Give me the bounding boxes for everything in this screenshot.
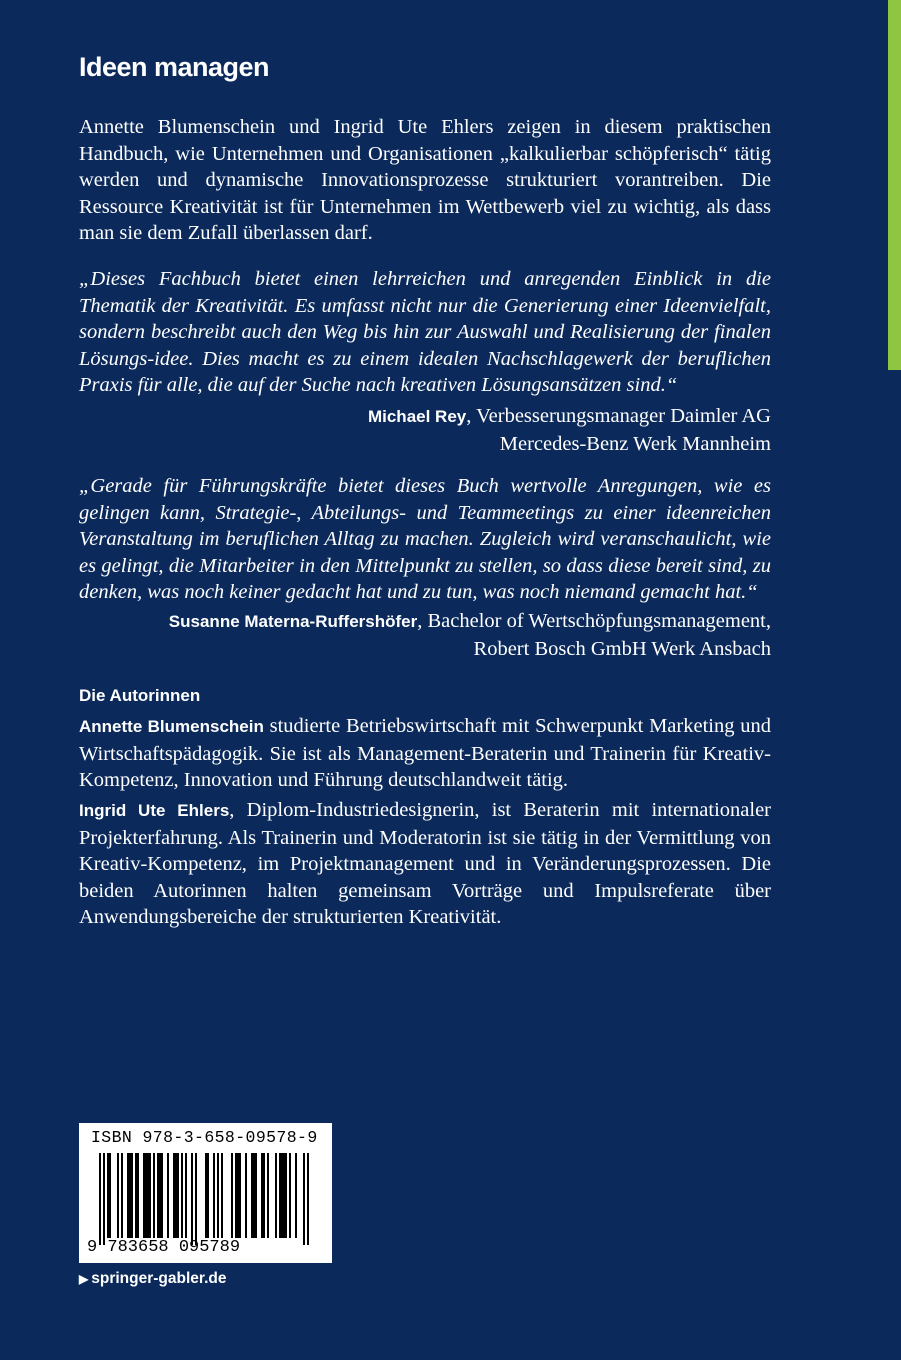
accent-stripe — [888, 0, 901, 370]
barcode-bar — [213, 1153, 215, 1238]
barcode-bar — [285, 1153, 287, 1238]
barcode-bar — [129, 1153, 131, 1238]
barcode-bar — [267, 1153, 269, 1238]
barcode-bar — [295, 1153, 297, 1238]
isbn-barcode — [79, 1123, 332, 1263]
barcode-bar — [263, 1153, 265, 1238]
barcode-bar — [173, 1153, 175, 1238]
barcode-bar — [161, 1153, 163, 1238]
barcode-bar — [221, 1153, 223, 1238]
barcode-bar — [167, 1153, 169, 1238]
barcode-bar — [181, 1153, 183, 1238]
barcode-bar — [307, 1153, 309, 1245]
testimonial-attribution-2 — [79, 608, 771, 662]
barcode-bar — [99, 1153, 101, 1245]
barcode-bar — [109, 1153, 111, 1238]
barcode-digits: 9 783658 095789 — [87, 1238, 241, 1257]
barcode-bar — [281, 1153, 283, 1238]
barcode-bar — [159, 1153, 161, 1238]
quote-author-affiliation: Mercedes-Benz Werk Mannheim — [499, 432, 771, 455]
publisher-link[interactable] — [79, 1270, 226, 1288]
barcode-bar — [283, 1153, 285, 1238]
authors-heading: Die Autorinnen — [79, 686, 201, 705]
barcode-bar — [149, 1153, 151, 1238]
barcode-bar — [135, 1153, 137, 1238]
barcode-bar — [275, 1153, 277, 1238]
barcode-bar — [157, 1153, 159, 1238]
barcode-bar — [239, 1153, 241, 1238]
barcode-bar — [195, 1153, 197, 1245]
barcode-bar — [251, 1153, 253, 1238]
barcode-bar — [127, 1153, 129, 1238]
barcode-bar — [147, 1153, 149, 1238]
book-title: Ideen managen — [79, 52, 270, 82]
author-bio-1 — [79, 713, 771, 794]
barcode-bar — [175, 1153, 177, 1238]
author-bio-text: , Diplom-Industriedesignerin, ist Beraterin mit internationaler Projekterfahrung. Als Trainerin und Moderatorin ist sie tätig in der Vermittlung von Kreativ-Kompetenz, im Projektmanagement und in Veränderungsprozessen. Die beiden Autorinnen halten gemeinsam Vorträge und Impulsreferate über Anwendungsbereiche der strukturierten Kreativität. — [79, 799, 771, 928]
testimonial-quote-2: „Gerade für Führungskräfte bietet dieses Buch wertvolle Anregungen, wie es gelingen kann, Strategie-, Abteilungs- und Teammeetings zu einer ideenreichen Veranstaltung im beruflichen Alltag zu machen. Zugleich wird veranschaulicht, wie es gelingt, die Mitarbeiter in den Mittelpunkt zu stellen, so dass diese bereit sind, zu denken, was noch keiner gedacht hat und zu tun, was noch niemand gemacht hat.“ — [79, 475, 771, 603]
barcode-bar — [117, 1153, 119, 1238]
barcode-bar — [279, 1153, 281, 1238]
barcode-bar — [143, 1153, 145, 1238]
intro-paragraph: Annette Blumenschein und Ingrid Ute Ehlers zeigen in diesem praktischen Handbuch, wie Unternehmen und Organisationen „kalkulierbar schöpferisch“ tätig werden und dynamische Innovationsprozesse strukturiert vorantreiben. Die Ressource Kreativität ist für Unternehmen im Wettbewerb viel zu wichtig, als dass man sie dem Zufall überlassen darf. — [79, 116, 771, 244]
barcode-bar — [261, 1153, 263, 1238]
arrow-right-icon: ▶ — [79, 1272, 89, 1286]
barcode-bar — [153, 1153, 155, 1238]
barcode-bar — [191, 1153, 193, 1245]
quote-author-role: , Verbesserungsmanager Daimler AG — [466, 405, 771, 427]
barcode-bar — [137, 1153, 139, 1238]
barcode-bar — [131, 1153, 133, 1238]
quote-author-name: Michael Rey — [367, 407, 467, 426]
barcode-bar — [103, 1153, 105, 1245]
barcode-bar — [185, 1153, 187, 1238]
author-name: Ingrid Ute Ehlers — [79, 801, 230, 820]
barcode-bar — [107, 1153, 109, 1238]
publisher-url: springer-gabler.de — [91, 1270, 227, 1287]
barcode-bar — [177, 1153, 179, 1238]
isbn-label: ISBN 978-3-658-09578-9 — [91, 1128, 318, 1147]
quote-author-affiliation: Robert Bosch GmbH Werk Ansbach — [473, 637, 771, 660]
barcode-bar — [217, 1153, 219, 1238]
barcode-bar — [145, 1153, 147, 1238]
barcode-bar — [245, 1153, 247, 1238]
testimonial-quote-1: „Dieses Fachbuch bietet einen lehrreichen und anregenden Einblick in die Thematik der Kreativität. Es umfasst nicht nur die Generierung einer Ideenvielfalt, sondern beschreibt auch den Weg bis hin zur Auswahl und Realisierung der finalen Lösungs-idee. Dies macht es zu einem idealen Nachschlagewerk der beruflichen Praxis für alle, die auf der Suche nach kreativen Lösungsansätzen sind.“ — [79, 268, 771, 396]
barcode-bar — [121, 1153, 123, 1238]
barcode-bar — [207, 1153, 209, 1238]
barcode-bar — [235, 1153, 237, 1238]
barcode-bar — [205, 1153, 207, 1238]
barcode-bar — [231, 1153, 233, 1238]
author-bio-2 — [79, 797, 771, 931]
quote-author-role: , Bachelor of Wertschöpfungsmanagement, — [417, 610, 771, 632]
author-name: Annette Blumenschein — [79, 717, 264, 736]
barcode-bar — [255, 1153, 257, 1238]
barcode-bar — [237, 1153, 239, 1238]
testimonial-attribution-1 — [79, 403, 771, 457]
author-bio-text: studierte Betriebswirtschaft mit Schwerpunkt Marketing und Wirtschaftspädagogik. Sie ist als Management-Beraterin und Trainerin für Kreativ-Kompetenz, Innovation und Führung deutschlandweit tätig. — [79, 715, 771, 791]
barcode-bar — [303, 1153, 305, 1245]
quote-author-name: Susanne Materna-Ruffershöfer — [168, 612, 418, 631]
barcode-bar — [253, 1153, 255, 1238]
barcode-bar — [289, 1153, 291, 1238]
